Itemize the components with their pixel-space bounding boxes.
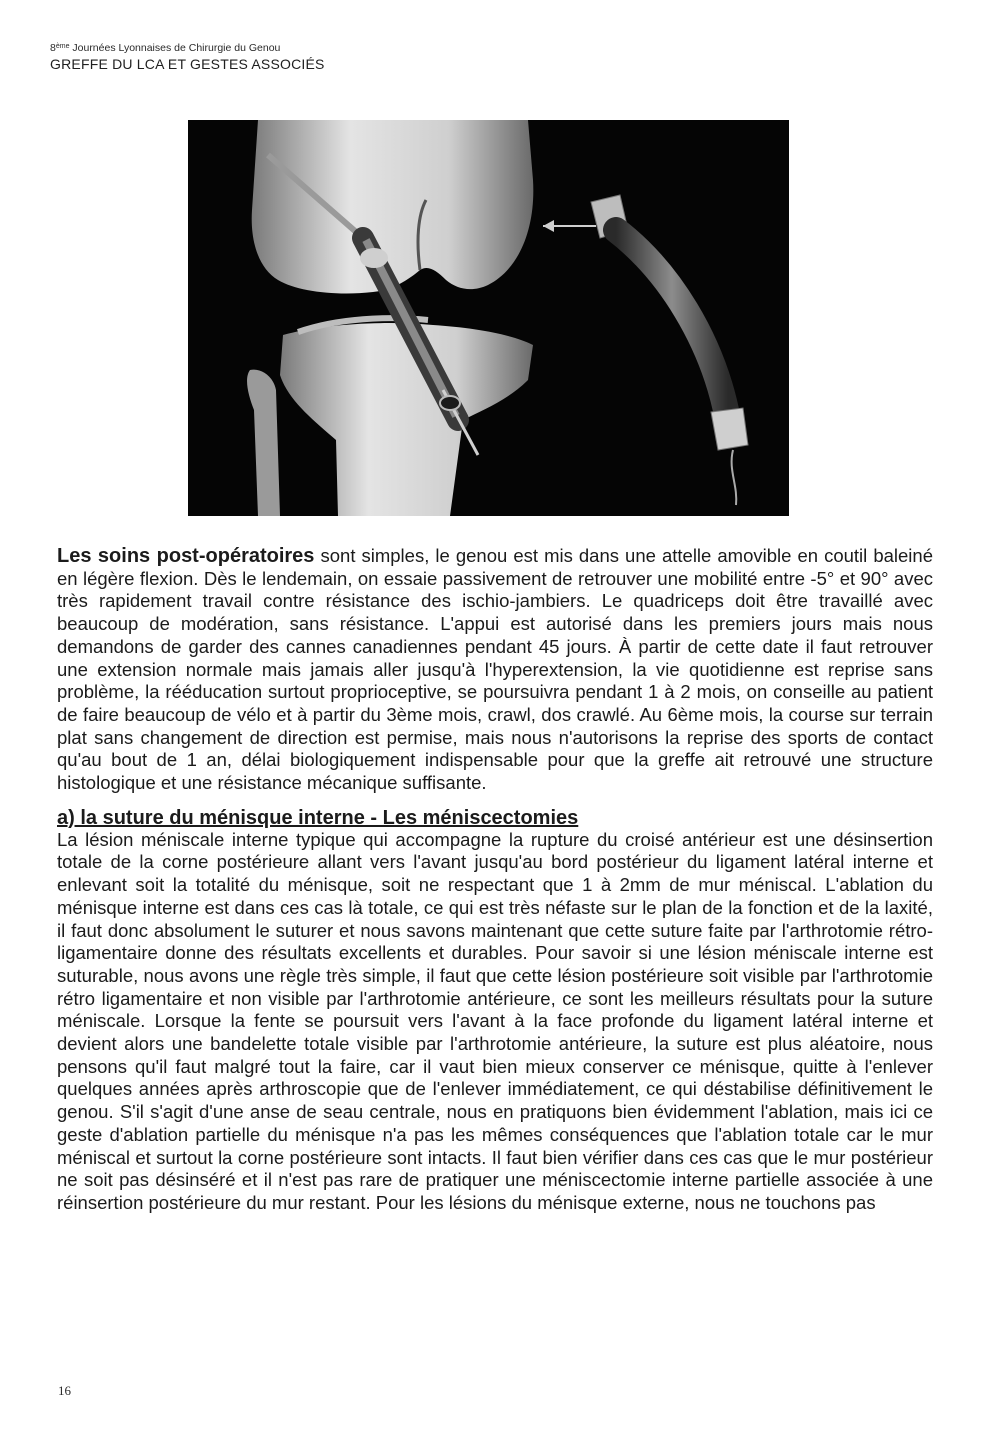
post-op-paragraph	[57, 545, 933, 795]
book-title: GREFFE DU LCA ET GESTES ASSOCIÉS	[50, 56, 325, 72]
page-number: 16	[58, 1383, 71, 1398]
post-op-lead: Les soins post-opératoires	[57, 545, 315, 567]
body-text	[57, 545, 933, 1215]
meniscus-paragraph: La lésion méniscale interne typique qui accompagne la rupture du croisé antérieur est une désinsertion totale de la corne postérieure allant vers l'avant jusqu'au bord postérieur du ligament latéral interne et enlevant soit la totalité du ménisque, soit ne respectant que 1 à 2mm de mur méniscal. L'ablation du ménisque interne est dans ces cas là totale, ce qui est très néfaste sur le plan de la fonction et de la laxité, il faut donc absolument le suturer et nous savons maintenant que cette suture faite par l'arthrotomie rétro-ligamentaire donne des résultats excellents et durables. Pour savoir si une lésion méniscale interne est suturable, nous avons une règle très simple, il faut que cette lésion postérieure soit visible par l'arthrotomie rétro ligamentaire et non visible par l'arthrotomie antérieure, ce sont les meilleurs résultats pour la suture méniscale. Lorsque la fente se poursuit vers l'avant à la face profonde du ligament latéral interne et devient alors une bandelette totale visible par l'arthrotomie antérieure, la suture est plus aléatoire, nous pensons qu'il faut malgré tout la faire, car il vaut bien mieux conserver ce ménisque, quitte à l'enlever quelques années après arthroscopie que de l'enlever immédiatement, ce qui déstabilise définitivement le genou. S'il s'agit d'une anse de seau centrale, nous en pratiquons bien évidemment l'ablation, mais ici ce geste d'ablation partielle du ménisque n'a pas les mêmes conséquences que l'ablation totale car le mur méniscal et surtout la corne postérieure sont intacts. Il faut bien vérifier dans ces cas que le mur postérieur ne soit pas désinséré et il n'est pas rare de pratiquer une méniscectomie interne partielle associée à une réinsertion postérieure du mur restant. Pour les lésions du ménisque externe, nous ne touchons pas	[57, 828, 933, 1213]
post-op-text: sont simples, le genou est mis dans une attelle amovible en coutil baleiné en légère flexion. Dès le lendemain, on essaie passivement de retrouver une mobilité entre -5° et 90° avec très rapidement travail contre résistance des ischio-jambiers. Le quadriceps doit être travaillé avec beaucoup de modération, sans résistance. L'appui est autorisé dans les premiers jours mais nous demandons de garder des cannes canadiennes pendant 45 jours. À partir de cette date il faut retrouver une extension normale mais jamais aller jusqu'à l'hyperextension, la vie quotidienne est reprise sans problème, la rééducation surtout proprioceptive, se poursuivra pendant 1 à 2 mois, on conseille au patient de faire beaucoup de vélo et à partir du 3ème mois, crawl, dos crawlé. Au 6ème mois, la course sur terrain plat sans changement de direction est permise, mais nous n'autorisons la reprise des sports de contact qu'au bout de 1 an, délai biologiquement indispensable pour que la greffe ait retrouvé une structure histologique et une résistance mécanique suffisante.	[57, 545, 933, 794]
knee-graft-illustration	[188, 120, 789, 516]
section-heading: a) la suture du ménisque interne - Les méniscectomies	[57, 806, 579, 829]
running-head	[50, 40, 650, 73]
knee-graft-illustration-icon	[188, 120, 789, 516]
conference-title: 8ème Journées Lyonnaises de Chirurgie du Genou	[50, 42, 281, 54]
